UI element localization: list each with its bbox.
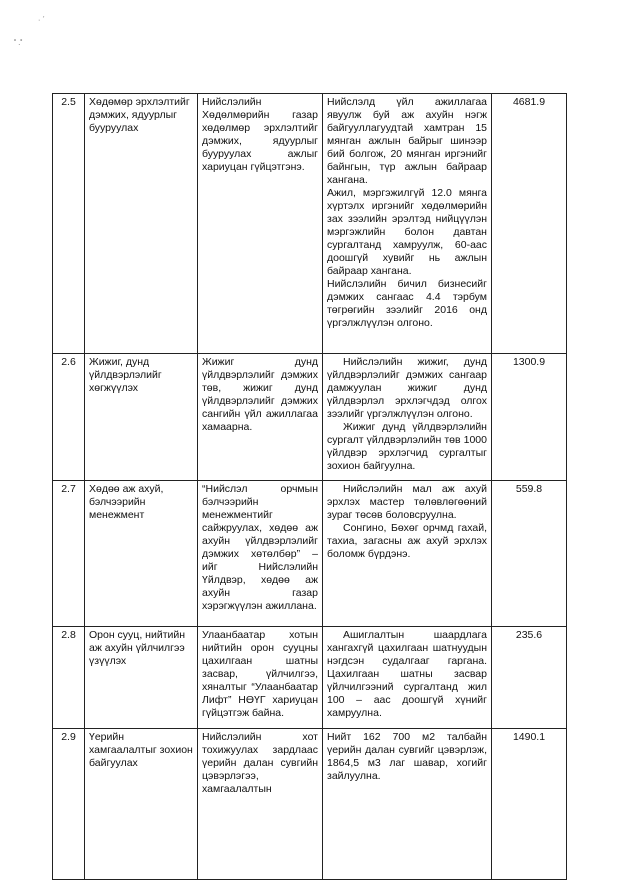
- row-responsible: Жижиг дунд үйлдвэрлэлийг дэмжих төв, жижиг дунд үйлдвэрлэлийг дэмжих сангийн үйл ажиллагаа хамаарна.: [198, 354, 323, 481]
- row-title: Орон сууц, нийтийн аж ахуйн үйлчилгээ үзүүлэх: [85, 627, 198, 729]
- row-responsible: Нийслэлийн Хөдөлмөрийн газар хөдөлмөр эрхлэлтийг дэмжих, ядуурлыг бууруулах ажлыг хариуцан гүйцэтгэнэ.: [198, 94, 323, 354]
- row-amount: 559.8: [492, 481, 567, 627]
- row-amount: 235.6: [492, 627, 567, 729]
- result-paragraph: Нийслэлд үйл ажиллагаа явуулж буй аж ахуйн нэгж байгууллагуудтай хамтран 15 мянган ажлын байрыг шинээр бий болгож, 20 мянган иргэнийг байнгын, түр ажлын байраар хангана.: [327, 96, 487, 186]
- row-title: Үерийн хамгаалалтыг зохион байгуулах: [85, 729, 198, 880]
- table-row: [53, 627, 567, 729]
- result-paragraph: Нийслэлийн бичил бизнесийг дэмжих сангаас 4.4 тэрбум төгрөгийн зээлийг 2016 онд үргэлжлүүлэн олгоно.: [327, 278, 487, 329]
- row-results: [323, 627, 492, 729]
- row-title: Жижиг, дунд үйлдвэрлэлийг хөгжүүлэх: [85, 354, 198, 481]
- result-paragraph: Ашиглалтын шаардлага хангахгүй цахилгаан шатнуудын нэгдсэн судалгааг гаргана. Цахилгаан шатны засвар үйлчилгээний сургалтанд жил 100 – аас доошгүй хүнийг хамруулна.: [327, 629, 487, 719]
- table-row: [53, 94, 567, 354]
- row-results: [323, 354, 492, 481]
- row-amount: 1490.1: [492, 729, 567, 880]
- result-paragraph: Нийт 162 700 м2 талбайн үерийн далан сувгийг цэвэрлэж, 1864,5 м3 лаг шавар, хогийг зайлуулна.: [327, 731, 487, 782]
- table-row: [53, 354, 567, 481]
- row-number: 2.8: [53, 627, 85, 729]
- row-number: 2.5: [53, 94, 85, 354]
- row-title: Хөдөө аж ахуй, бэлчээрийн менежмент: [85, 481, 198, 627]
- row-results: [323, 94, 492, 354]
- result-paragraph: Ажил, мэргэжилгүй 12.0 мянга хүртэлх иргэнийг хөдөлмөрийн зах зээлийн эрэлтэд нийцүүлэн мэргэжлийн болон давтан сургалтанд хамруулж, 60-аас доошгүй хувийг нь ажлын байраар хангана.: [327, 187, 487, 277]
- scan-mark: · ˊ: [38, 17, 45, 24]
- budget-table: [52, 93, 567, 880]
- row-number: 2.7: [53, 481, 85, 627]
- result-paragraph: Нийслэлийн жижиг, дунд үйлдвэрлэлийг дэмжих сангаар дамжуулан жижиг дунд үйлдвэрлэл эрхлэгчдэд олгох зээлийг үргэлжлүүлэн олгоно.: [327, 356, 487, 420]
- table-row: [53, 481, 567, 627]
- row-amount: 1300.9: [492, 354, 567, 481]
- row-title: Хөдөмөр эрхлэлтийг дэмжих, ядуурлыг бууруулах: [85, 94, 198, 354]
- row-number: 2.6: [53, 354, 85, 481]
- row-responsible: Нийслэлийн хот тохижуулах зардлаас үерийн далан сувгийн цэвэрлэгээ, хамгаалалтын: [198, 729, 323, 880]
- row-amount: 4681.9: [492, 94, 567, 354]
- row-responsible: Улаанбаатар хотын нийтийн орон сууцны цахилгаан шатны засвар, үйлчилгээ, хяналтыг “Улаанбаатар Лифт” НӨҮГ хариуцан гүйцэтгэж байна.: [198, 627, 323, 729]
- row-number: 2.9: [53, 729, 85, 880]
- result-paragraph: Сонгино, Бөхөг орчмд гахай, тахиа, загасны аж ахуй эрхлэх боломж бүрдэнэ.: [327, 522, 487, 560]
- table-row: [53, 729, 567, 880]
- row-results: [323, 481, 492, 627]
- scan-mark: ˚ .˚: [14, 40, 23, 47]
- result-paragraph: Нийслэлийн мал аж ахуй эрхлэх мастер төлөвлөгөөний зураг төсөв боловсруулна.: [327, 483, 487, 521]
- row-responsible: “Нийслэл орчмын бэлчээрийн менежментийг сайжруулах, хөдөө аж ахуйн үйлдвэрлэлийг дэмжих хөтөлбөр” – ийг Нийслэлийн Үйлдвэр, хөдөө аж ахуйн газар хэрэгжүүлэн ажиллана.: [198, 481, 323, 627]
- result-paragraph: Жижиг дунд үйлдвэрлэлийн сургалт үйлдвэрлэлийн төв 1000 үйлдвэр эрхлэгчид сургалтыг зохион байгуулна.: [327, 421, 487, 472]
- row-results: [323, 729, 492, 880]
